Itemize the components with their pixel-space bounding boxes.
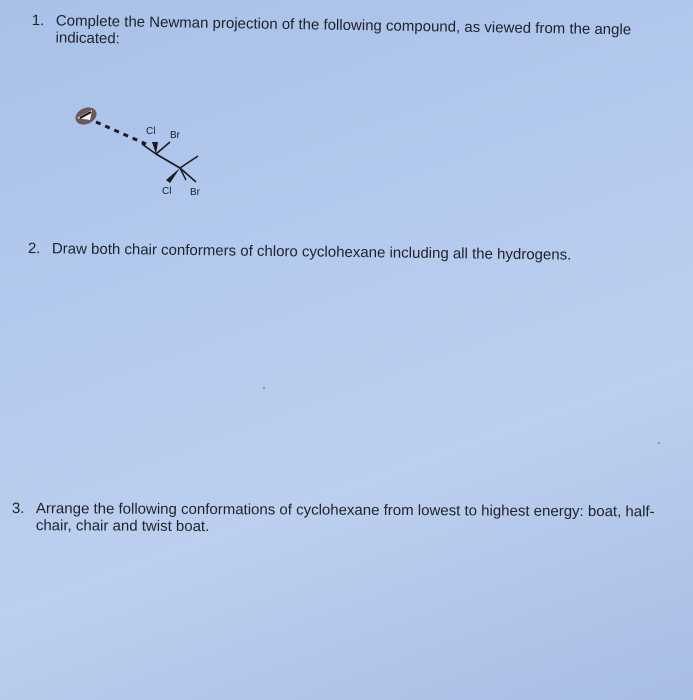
wedge-bond xyxy=(166,168,180,183)
question-number: 2. xyxy=(27,240,41,258)
structure-drawing xyxy=(72,96,222,206)
carbon-carbon-bond xyxy=(156,154,180,168)
atom-label-br-front: Br xyxy=(170,130,180,141)
question-number: 1. xyxy=(31,12,45,30)
bond xyxy=(156,142,170,154)
question-text: Complete the Newman projection of the following compound, as viewed from the angle indicated: xyxy=(55,12,632,48)
viewing-arrow xyxy=(96,122,146,144)
paper-speck xyxy=(263,387,265,389)
atom-label-cl-back: Cl xyxy=(162,186,172,197)
question-number: 3. xyxy=(11,500,25,518)
question-1 xyxy=(31,12,631,55)
molecule-structure xyxy=(72,96,222,206)
question-3 xyxy=(12,500,682,538)
bond xyxy=(180,156,198,168)
bond xyxy=(180,168,196,182)
eye-icon xyxy=(73,104,100,128)
question-text: Arrange the following conformations of cyclohexane from lowest to highest energy: boat, half-chair, chair and twist boat. xyxy=(35,500,655,536)
question-2 xyxy=(28,240,628,264)
atom-label-br-back: Br xyxy=(190,187,200,198)
question-text: Draw both chair conformers of chloro cyclohexane including all the hydrogens. xyxy=(51,240,572,264)
paper-speck xyxy=(658,442,660,444)
atom-label-cl-front: Cl xyxy=(146,126,156,137)
